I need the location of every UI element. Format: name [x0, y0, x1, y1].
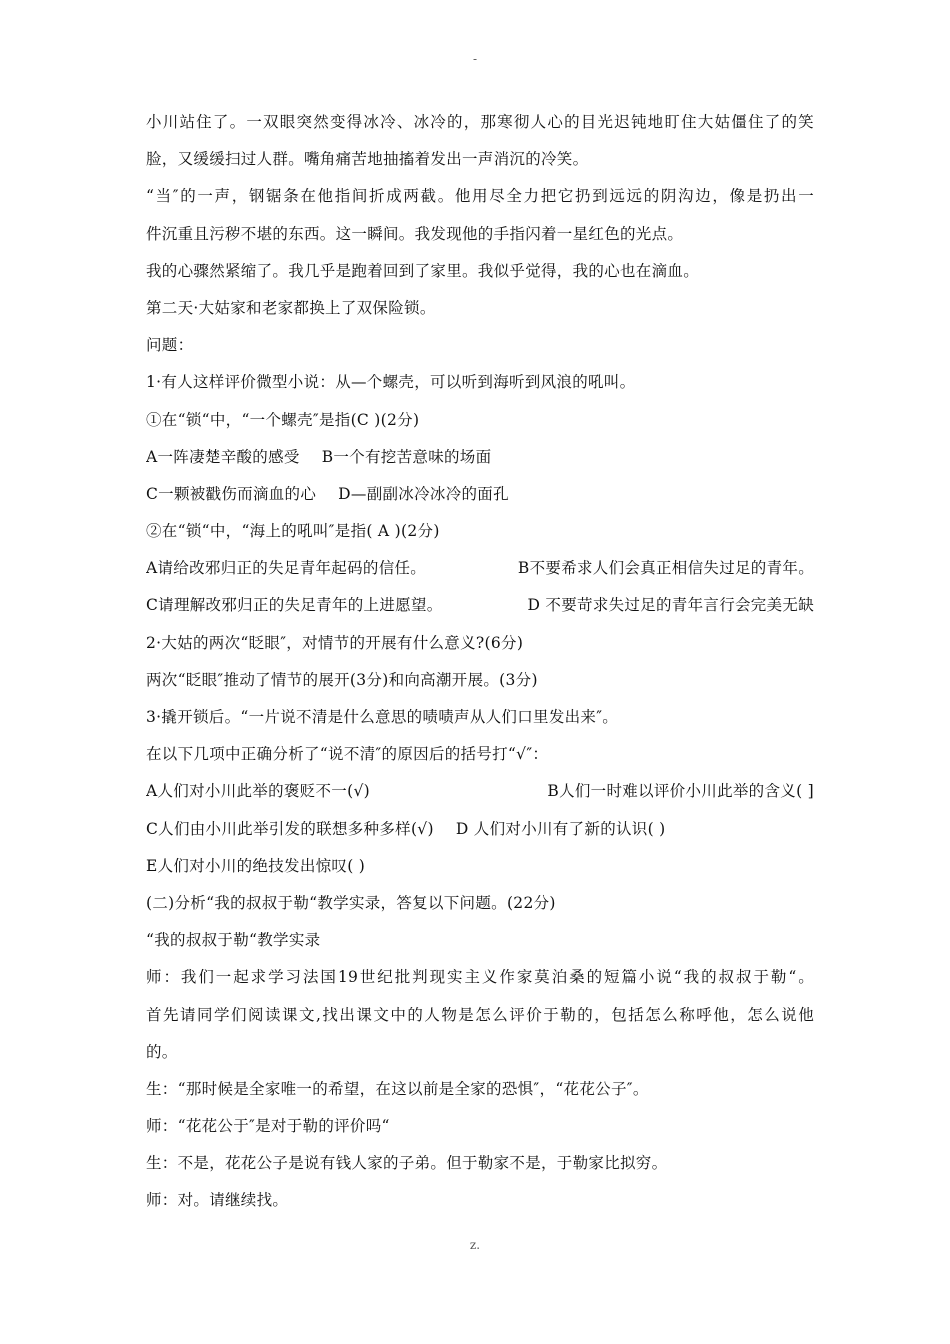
option-c: C人们由小川此举引发的联想多种多样(√)	[146, 819, 434, 838]
dialogue-line: 师：我们一起求学习法国19世纪批判现实主义作家莫泊桑的短篇小说“我的叔叔于勒“。	[146, 968, 814, 987]
question-3-instruction: 在以下几项中正确分析了“说不清″的原因后的括号打“√″：	[146, 745, 549, 764]
text-line: 件沉重且污秽不堪的东西。这一瞬间。我发现他的手指闪着一星红色的光点。	[146, 224, 684, 243]
text-line: 我的心骤然紧缩了。我几乎是跑着回到了家里。我似乎觉得，我的心也在滴血。	[146, 261, 700, 280]
option-a: A一阵凄楚辛酸的感受	[146, 447, 300, 466]
text-line: “当″的一声，钢锯条在他指间折成两截。他用尽全力把它扔到远远的阴沟边，像是扔出一	[146, 187, 814, 206]
text-line: 脸，又缓缓扫过人群。嘴角痛苦地抽搐着发出一声消沉的冷笑。	[146, 150, 589, 169]
option-b: B不要希求人们会真正相信失过足的青年。	[517, 559, 814, 578]
option-c: C一颗被戳伤而滴血的心	[146, 484, 317, 503]
text-line: 小川站住了。一双眼突然变得冰冷、冰冷的，那寒彻人心的目光迟钝地盯住大姑僵住了的笑	[146, 113, 814, 131]
option-row	[146, 550, 814, 587]
option-row	[146, 811, 814, 848]
option-row	[146, 476, 814, 513]
question-2: 2·大姑的两次“眨眼″，对情节的开展有什么意义?(6分)	[146, 633, 524, 652]
option-row	[146, 439, 814, 476]
header-mark: -	[472, 52, 478, 66]
question-1: 1·有人这样评价微型小说：从—个螺壳，可以听到海听到风浪的吼叫。	[146, 373, 636, 392]
option-c: C请理解改邪归正的失足青年的上进愿望。	[146, 596, 443, 615]
option-b: B人们一时难以评价小川此举的含义( ]	[547, 782, 814, 801]
option-a: A请给改邪归正的失足青年起码的信任。	[146, 559, 427, 578]
option-row	[146, 587, 814, 624]
text-line: 第二天·大姑家和老家都换上了双保险锁。	[146, 298, 436, 317]
option-e: E人们对小川的绝技发出惊叹( )	[146, 856, 366, 875]
section-heading: (二)分析“我的叔叔于勒“教学实录，答复以下问题。(22分)	[146, 893, 556, 912]
answer-2: 两次“眨眼″推动了情节的展开(3分)和向高潮开展。(3分)	[146, 670, 538, 689]
option-a: A人们对小川此举的褒贬不一(√)	[146, 782, 370, 801]
option-d: D 不要苛求失过足的青年言行会完美无缺	[527, 596, 814, 615]
questions-heading: 问题：	[146, 336, 194, 355]
dialogue-line: 首先请同学们阅读课文,找出课文中的人物是怎么评价于勒的，包括怎么称呼他，怎么说他	[146, 1005, 814, 1024]
section-title: “我的叔叔于勒“教学实录	[146, 931, 321, 950]
question-3: 3·撬开锁后。“一片说不清是什么意思的啧啧声从人们口里发出来″。	[146, 708, 619, 726]
option-d: D—副副冰冷冰冷的面孔	[338, 484, 509, 503]
option-b: B一个有挖苦意味的场面	[321, 447, 492, 466]
question-1-part-1: ①在“锁“中，“一个螺壳″是指(C )(2分)	[146, 410, 420, 429]
dialogue-line: 生：不是，花花公子是说有钱人家的子弟。但于勒家不是，于勒家比拟穷。	[146, 1154, 668, 1173]
option-d: D 人们对小川有了新的认识( )	[455, 819, 666, 838]
dialogue-line: 师：对。请继续找。	[146, 1191, 289, 1210]
footer-mark: z.	[469, 1238, 481, 1252]
dialogue-line: 师：“花花公于″是对于勒的评价吗“	[146, 1117, 390, 1136]
document-body	[146, 104, 814, 1220]
dialogue-line: 的。	[146, 1042, 178, 1061]
question-1-part-2: ②在“锁“中，“海上的吼叫″是指( A )(2分)	[146, 522, 440, 541]
option-row	[146, 773, 814, 810]
dialogue-line: 生：“那时候是全家唯一的希望，在这以前是全家的恐惧″，“花花公子″。	[146, 1079, 649, 1098]
